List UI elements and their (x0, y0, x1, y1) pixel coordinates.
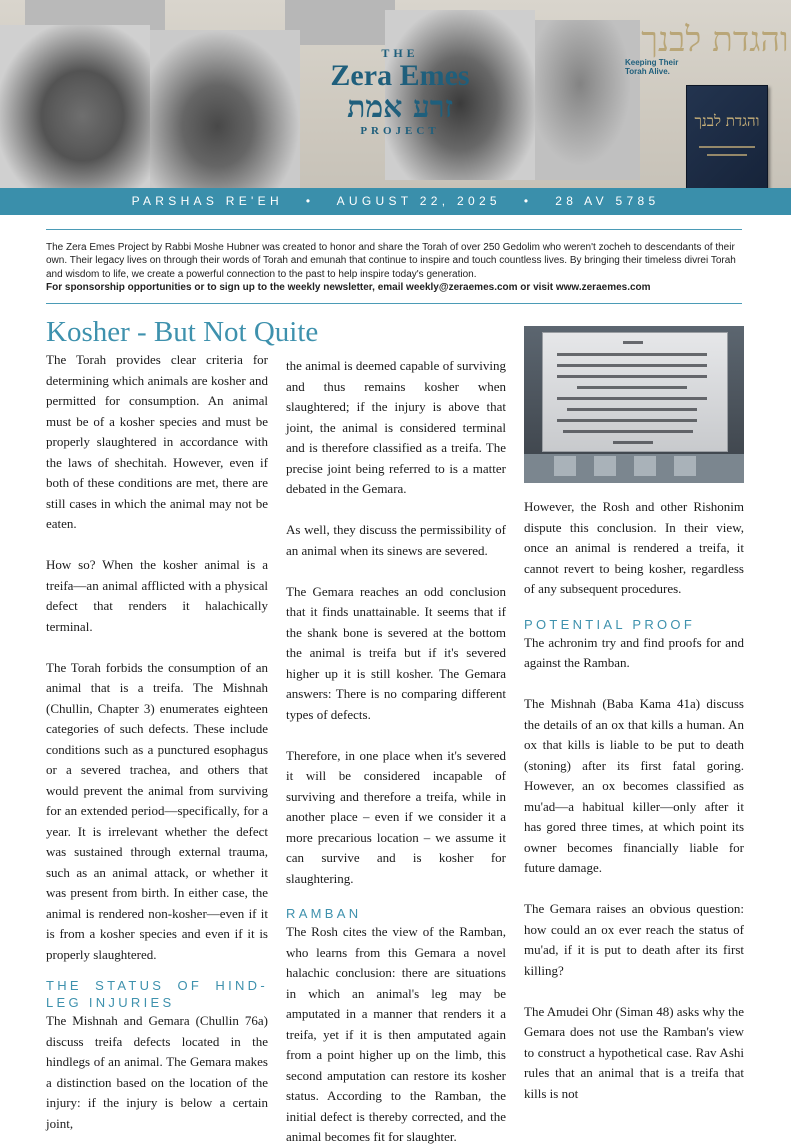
separator-dot: • (305, 194, 315, 208)
article-column-1 (46, 350, 268, 1134)
paragraph: The Torah provides clear criteria for determining which animals are kosher and permitted for consumption. An animal must be of a kosher species and must be properly slaughtered in accordance with the laws of shechitah. However, even if both of these conditions are met, there are still cases in which the animal may not be eaten. (46, 352, 268, 531)
intro-contact[interactable]: For sponsorship opportunities or to sign up to the weekly newsletter, email weekly@zeraemes.com or visit www.zeraemes.com (46, 282, 651, 294)
paragraph: The Torah forbids the consumption of an animal that is a treifa. The Mishnah (Chullin, Chapter 3) enumerates eighteen categories of such defects. These include conditions such as a punctured esophagus or a severed trachea, and others that would prevent the animal from surviving for an extended period—specifically, for a year. It is irrelevant whether the defect was sustained through external trauma, such as an animal attack, or whether it was present from birth. In either case, the animal is rendered non-kosher—even if it is from a kosher species and even if it is properly slaughtered. (46, 659, 268, 962)
parsha-name: PARSHAS RE'EH (131, 194, 283, 208)
divider (46, 229, 742, 230)
paragraph: The Mishnah (Baba Kama 41a) discuss the details of an ox that kills a human. An ox that kills is liable to be put to death (stoning) after its first fatal goring. However, an ox becomes classified as mu'ad—a habitual killer—only after it has gored three times, at which point its owner becomes financially liable for future damage. (524, 696, 744, 875)
section-heading: THE STATUS OF HIND-LEG INJURIES (46, 978, 268, 1010)
masthead-project: PROJECT (360, 125, 440, 137)
book-cover (686, 85, 768, 205)
paragraph: The Rosh cites the view of the Ramban, who learns from this Gemara a novel halachic conclusion: there are situations in which an animal's leg may be amputated in a manner that renders it a treifa, yet if it is then amputated again from a point higher up on the limb, this second amputation can restore its kosher status. According to the Ramban, the initial defect is thereby corrected, and the animal becomes fit for slaughter. (286, 924, 506, 1144)
intro-block (46, 241, 746, 295)
gregorian-date: AUGUST 22, 2025 (336, 194, 501, 208)
intro-text: The Zera Emes Project by Rabbi Moshe Hubner was created to honor and share the Torah of over 250 Gedolim who weren't zocheh to descendants of their own. Their legacy lives on through their words of Torah and emunah that continue to inspire and touch countless lives. By bringing their timeless divrei Torah and wisdom to life, we create a powerful connection to the past to help inspire today's generation. (46, 242, 736, 280)
gravestone-photo (524, 326, 744, 483)
article-column-3 (524, 497, 744, 1125)
article-column-2 (286, 356, 506, 1148)
promo-hebrew-title: והגדת לבנך (641, 20, 789, 60)
masthead-the: THE (381, 46, 419, 60)
gravestone-plaque (542, 332, 728, 452)
divider (46, 303, 742, 304)
hebrew-date: 28 AV 5785 (555, 194, 660, 208)
paragraph: Therefore, in one place when it's severed it will be considered incapable of surviving and therefore a treifa, while in another place – even if we consider it a more precarious location – we assume it can survive and is kosher for slaughtering. (286, 747, 506, 886)
background-photo (150, 30, 300, 190)
section-heading: POTENTIAL PROOF (524, 616, 696, 632)
book-title: והגדת לבנך (694, 112, 760, 130)
background-photo (0, 25, 150, 190)
book-decoration (699, 146, 755, 148)
separator-dot: • (523, 194, 533, 208)
paragraph: However, the Rosh and other Rishonim dispute this conclusion. In their view, once an animal is rendered a treifa, it cannot revert to being kosher, regardless of any subsequent procedures. (524, 499, 744, 596)
date-banner-text (0, 194, 791, 208)
book-decoration (707, 154, 747, 156)
masthead-name: Zera Emes (330, 59, 470, 92)
paragraph: The Gemara reaches an odd conclusion that it finds unattainable. It seems that if the shank bone is severed at the bottom the animal is treifa but if it's severed higher up it is still kosher. The Gemara answers: There is no comparing different types of defects. (286, 583, 506, 722)
masthead-logo (300, 46, 500, 137)
paragraph: The Gemara raises an obvious question: how could an ox ever reach the status of mu'ad, if it is put to death after its first killing? (524, 901, 744, 978)
paragraph: As well, they discuss the permissibility of an animal when its sinews are severed. (286, 522, 506, 558)
paragraph: The achronim try and find proofs for and against the Ramban. (524, 634, 744, 670)
background-photo (520, 20, 640, 180)
article-title: Kosher - But Not Quite (46, 316, 319, 348)
paragraph: How so? When the kosher animal is a treifa—an animal afflicted with a physical defect that renders it halachically terminal. (46, 557, 268, 634)
promo-tagline: Keeping Their Torah Alive. (625, 58, 679, 76)
background-photo (285, 0, 395, 45)
paragraph: the animal is deemed capable of surviving and thus remains kosher when slaughtered; if the injury is above that joint, the animal is considered terminal and is therefore classified as a treifa. The precise joint being referred to is a matter debated in the Gemara. (286, 358, 506, 496)
masthead-hebrew: זרע אמת (347, 90, 453, 125)
paragraph: The Amudei Ohr (Siman 48) asks why the Gemara does not use the Ramban's view to construct a hypothetical case. Rav Ashi rules that an animal that is a treifa that kills is not (524, 1003, 744, 1101)
section-heading: RAMBAN (286, 906, 362, 921)
paragraph: The Mishnah and Gemara (Chullin 76a) discuss treifa defects located in the hindlegs of an animal. The Gemara makes a distinction based on the location of the injury: if the injury is below a certain joint, (46, 1013, 268, 1131)
header-banner (0, 0, 791, 190)
